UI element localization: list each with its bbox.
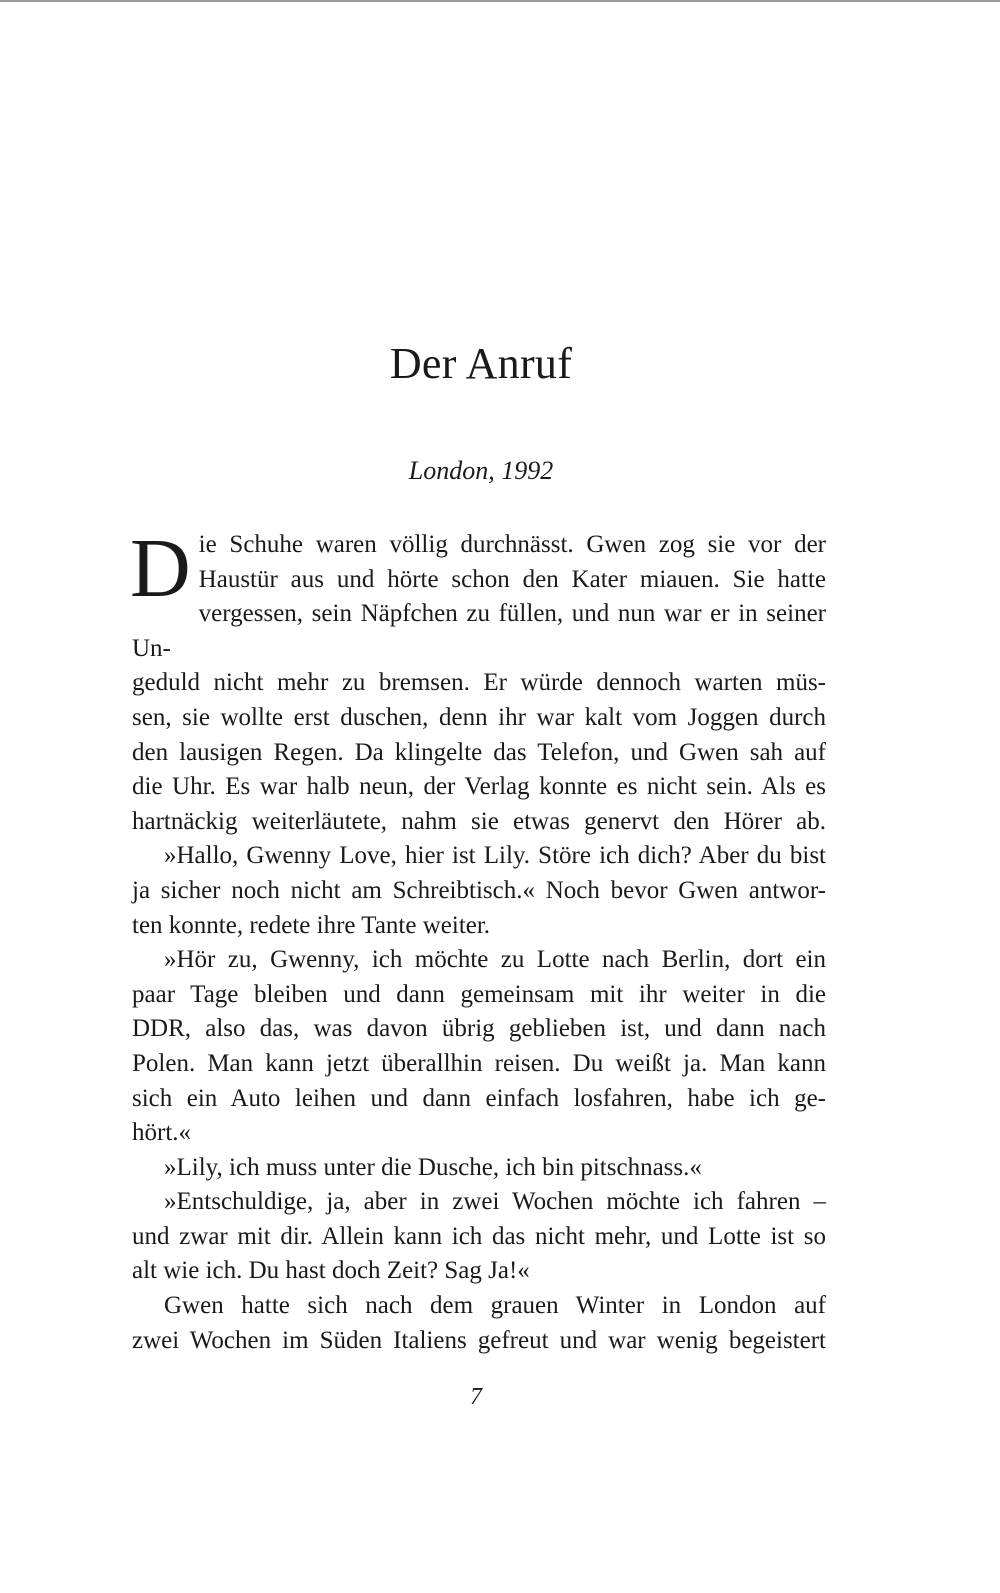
text-line: sen, sie wollte erst duschen, denn ihr war kalt vom Joggen durch bbox=[132, 703, 826, 731]
text-line: ie Schuhe waren völlig durchnässt. Gwen zog sie vor der bbox=[198, 531, 826, 558]
text-line: paar Tage bleiben und dann gemeinsam mit ihr weiter in die bbox=[132, 980, 826, 1008]
text-line: Haustür aus und hörte schon den Kater miauen. Sie hatte bbox=[198, 565, 826, 593]
text-line: Gwen hatte sich nach dem grauen Winter in London auf bbox=[164, 1292, 826, 1320]
text-line: vergessen, sein Näpfchen zu füllen, und nun war er in seiner Un- bbox=[132, 600, 826, 662]
text-line: geduld nicht mehr zu bremsen. Er würde dennoch warten müs- bbox=[132, 669, 826, 697]
text-line: Polen. Man kann jetzt überallhin reisen. Du weißt ja. Man kann bbox=[132, 1049, 826, 1077]
paragraph-3 bbox=[132, 943, 826, 1151]
text-line: zwei Wochen im Süden Italiens gefreut und war wenig begeistert bbox=[132, 1326, 826, 1354]
paragraph-5 bbox=[132, 1185, 826, 1289]
text-line: ja sicher noch nicht am Schreibtisch.« Noch bevor Gwen antwor- bbox=[132, 876, 826, 904]
text-line: »Entschuldige, ja, aber in zwei Wochen möchte ich fahren – bbox=[164, 1188, 826, 1216]
text-line: die Uhr. Es war halb neun, der Verlag konnte es nicht sein. Als es bbox=[132, 773, 826, 801]
text-line: »Hör zu, Gwenny, ich möchte zu Lotte nach Berlin, dort ein bbox=[164, 946, 826, 974]
text-line: ten konnte, redete ihre Tante weiter. bbox=[132, 911, 491, 939]
text-line: DDR, also das, was davon übrig geblieben ist, und dann nach bbox=[132, 1015, 826, 1043]
text-line: sich ein Auto leihen und dann einfach losfahren, habe ich ge- bbox=[132, 1084, 826, 1112]
body-text bbox=[130, 522, 826, 1358]
text-line: »Hallo, Gwenny Love, hier ist Lily. Störe ich dich? Aber du bist bbox=[164, 842, 826, 870]
paragraph-1 bbox=[130, 522, 826, 839]
page-number: 7 bbox=[470, 1384, 482, 1410]
text-line: alt wie ich. Du hast doch Zeit? Sag Ja!« bbox=[132, 1257, 530, 1285]
text-line: hartnäckig weiterläutete, nahm sie etwas genervt den Hörer ab. bbox=[132, 807, 826, 835]
text-line: »Lily, ich muss unter die Dusche, ich bin pitschnass.« bbox=[164, 1153, 702, 1181]
text-line: hört.« bbox=[132, 1119, 192, 1147]
text-line: und zwar mit dir. Allein kann ich das nicht mehr, und Lotte ist so bbox=[132, 1222, 826, 1250]
top-rule bbox=[0, 0, 1000, 2]
drop-cap: D bbox=[130, 522, 191, 615]
text-line: den lausigen Regen. Da klingelte das Telefon, und Gwen sah auf bbox=[132, 738, 826, 766]
chapter-title: Der Anruf bbox=[389, 339, 573, 388]
paragraph-4 bbox=[132, 1151, 826, 1186]
chapter-subtitle: London, 1992 bbox=[408, 456, 554, 485]
paragraph-6 bbox=[132, 1289, 826, 1358]
paragraph-2 bbox=[132, 839, 826, 943]
